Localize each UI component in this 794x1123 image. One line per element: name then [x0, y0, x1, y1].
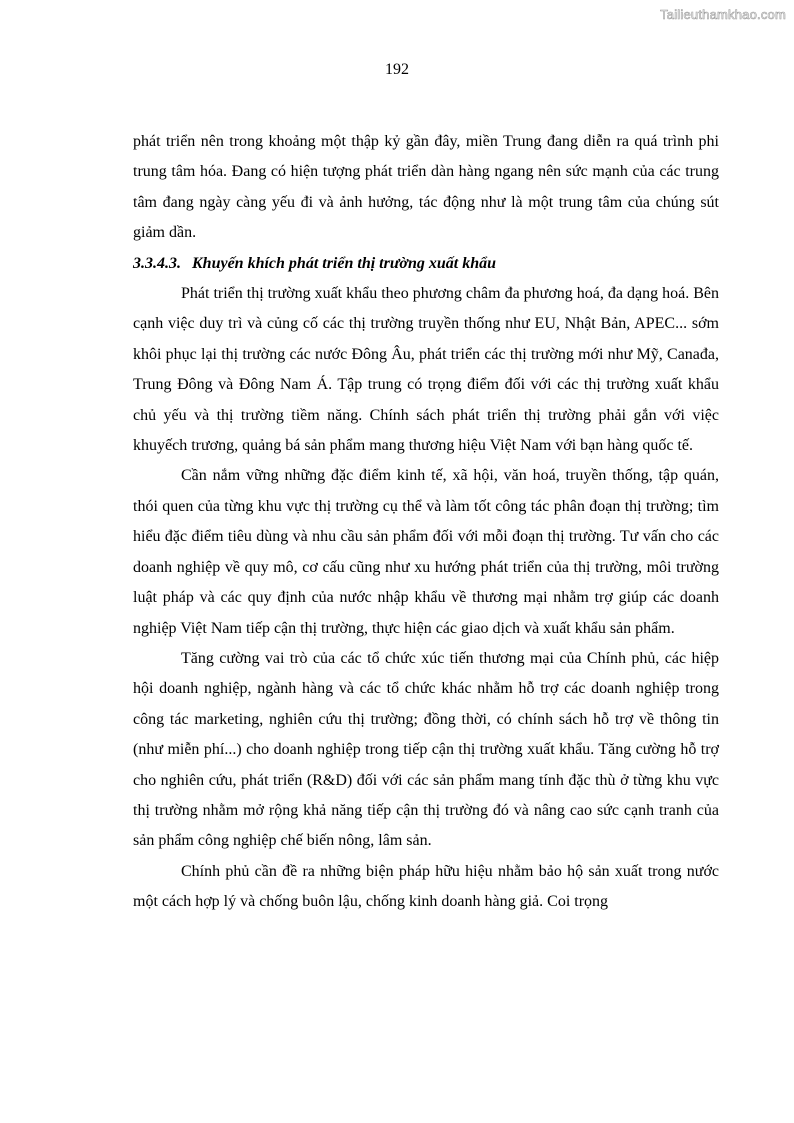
- section-heading-number: 3.3.4.3.: [133, 254, 181, 272]
- page-number: 192: [385, 61, 409, 78]
- page-body: [133, 127, 719, 918]
- watermark: Tailieuthamkhao.com: [660, 7, 786, 22]
- paragraph-continued: phát triển nên trong khoảng một thập kỷ gần đây, miền Trung đang diễn ra quá trình phi trung tâm hóa. Đang có hiện tượng phát triển dàn hàng ngang nên sức mạnh của các trung tâm đang ngày càng yếu đi và ảnh hưởng, tác động như là một trung tâm của chúng sút giảm dần.: [133, 133, 719, 242]
- section-heading-title: Khuyến khích phát triển thị trường xuất khẩu: [192, 254, 497, 272]
- paragraph-market-development: Phát triển thị trường xuất khẩu theo phương châm đa phương hoá, đa dạng hoá. Bên cạnh việc duy trì và củng cố các thị trường truyền thống như EU, Nhật Bản, APEC... sớm khôi phục lại thị trường các nước Đông Âu, phát triển các thị trường mới như Mỹ, Canađa, Trung Đông và Đông Nam Á. Tập trung có trọng điểm đối với các thị trường xuất khẩu chủ yếu và thị trường tiềm năng. Chính sách phát triển thị trường phải gắn với việc khuyếch trương, quảng bá sản phẩm mang thương hiệu Việt Nam với bạn hàng quốc tế.: [133, 285, 719, 455]
- paragraph-government-protection: Chính phủ cần đề ra những biện pháp hữu hiệu nhằm bảo hộ sản xuất trong nước một cách hợp lý và chống buôn lậu, chống kinh doanh hàng giả. Coi trọng: [133, 862, 719, 911]
- paragraph-market-knowledge: Cần nắm vững những đặc điểm kinh tế, xã hội, văn hoá, truyền thống, tập quán, thói quen của từng khu vực thị trường cụ thể và làm tốt công tác phân đoạn thị trường; tìm hiểu đặc điểm tiêu dùng và nhu cầu sản phẩm đối với mỗi đoạn thị trường. Tư vấn cho các doanh nghiệp về quy mô, cơ cấu cũng như xu hướng phát triển của thị trường, môi trường luật pháp và các quy định của nước nhập khẩu về thương mại nhằm trợ giúp các doanh nghiệp Việt Nam tiếp cận thị trường, thực hiện các giao dịch và xuất khẩu sản phẩm.: [133, 467, 719, 637]
- section-heading: [133, 249, 719, 279]
- paragraph-trade-promotion: Tăng cường vai trò của các tổ chức xúc tiến thương mại của Chính phủ, các hiệp hội doanh nghiệp, ngành hàng và các tổ chức khác nhằm hỗ trợ các doanh nghiệp trong công tác marketing, nghiên cứu thị trường; đồng thời, có chính sách hỗ trợ về thông tin (như miễn phí...) cho doanh nghiệp trong tiếp cận thị trường xuất khẩu. Tăng cường hỗ trợ cho nghiên cứu, phát triển (R&D) đối với các sản phẩm mang tính đặc thù ở từng khu vực thị trường nhằm mở rộng khả năng tiếp cận thị trường đó và nâng cao sức cạnh tranh của sản phẩm công nghiệp chế biến nông, lâm sản.: [133, 649, 719, 850]
